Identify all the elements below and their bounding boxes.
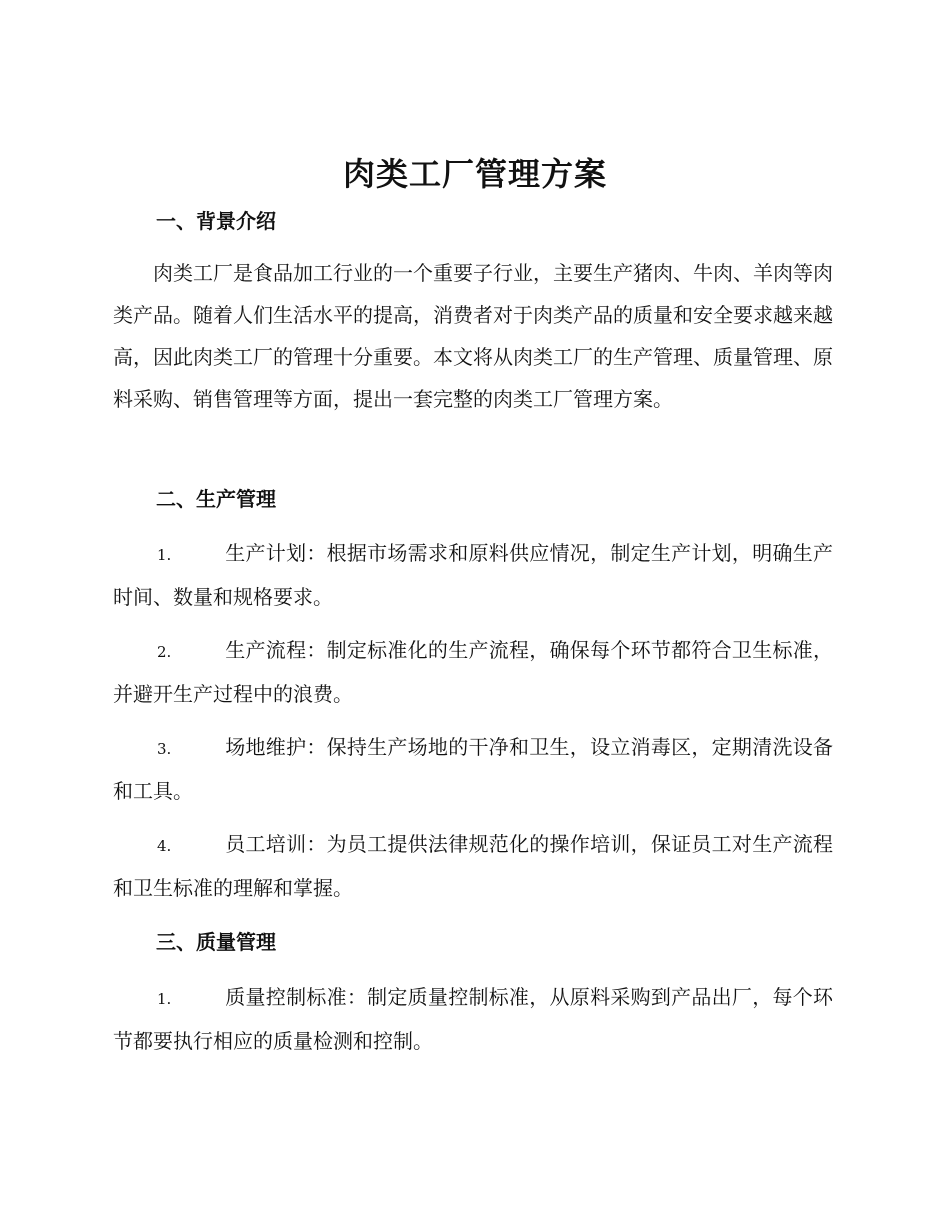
list-number: 1. <box>157 990 172 1008</box>
list-item <box>113 823 833 909</box>
list-number: 4. <box>157 837 172 855</box>
list-text: 员工培训：为员工提供法律规范化的操作培训，保证员工对生产流程和卫生标准的理解和掌握。 <box>113 832 833 900</box>
section-heading-production: 二、生产管理 <box>156 487 276 511</box>
background-paragraph: 肉类工厂是食品加工行业的一个重要子行业，主要生产猪肉、牛肉、羊肉等肉类产品。随着人们生活水平的提高，消费者对于肉类产品的质量和安全要求越来越高，因此肉类工厂的管理十分重要。本文将从肉类工厂的生产管理、质量管理、原料采购、销售管理等方面，提出一套完整的肉类工厂管理方案。 <box>113 261 833 411</box>
list-text: 场地维护：保持生产场地的干净和卫生，设立消毒区，定期清洗设备和工具。 <box>113 735 833 803</box>
list-number: 1. <box>157 546 172 564</box>
list-item <box>113 532 833 618</box>
section-heading-background: 一、背景介绍 <box>156 209 276 233</box>
list-item <box>113 629 833 715</box>
document-title: 肉类工厂管理方案 <box>342 155 607 193</box>
list-text: 生产流程：制定标准化的生产流程，确保每个环节都符合卫生标准，并避开生产过程中的浪费。 <box>113 638 833 706</box>
list-item <box>113 726 833 812</box>
list-number: 2. <box>157 643 172 661</box>
list-item <box>113 976 833 1062</box>
section-heading-quality: 三、质量管理 <box>156 930 276 954</box>
list-text: 生产计划：根据市场需求和原料供应情况，制定生产计划，明确生产时间、数量和规格要求。 <box>113 541 833 609</box>
list-text: 质量控制标准：制定质量控制标准，从原料采购到产品出厂，每个环节都要执行相应的质量检测和控制。 <box>113 985 833 1053</box>
list-number: 3. <box>157 740 172 758</box>
